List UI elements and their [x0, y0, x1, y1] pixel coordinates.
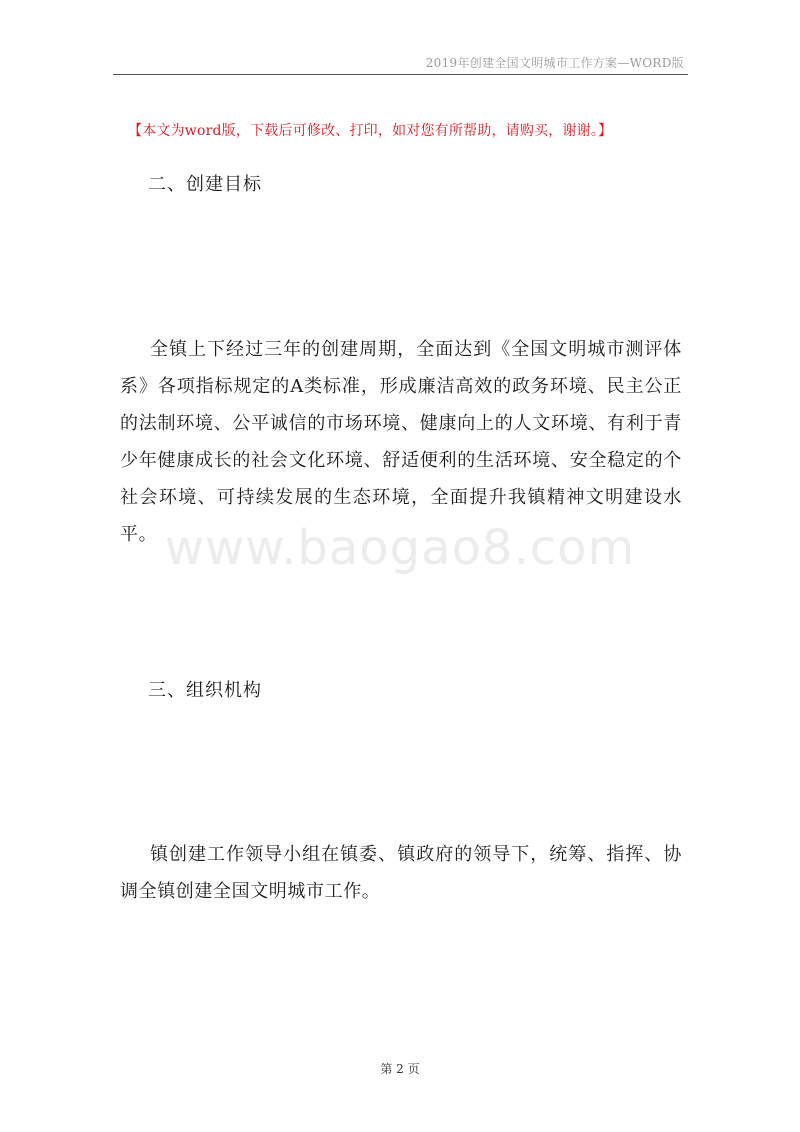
paragraph-text: 全镇上下经过三年的创建周期，全面达到《全国文明城市测评体系》各项指标规定的A类标准，形成廉洁高效的政务环境、民主公正的法制环境、公平诚信的市场环境、健康向上的人文环境、有利于青少年健康成长的社会文化环境、舒适便利的生活环境、安全稳定的个社会环境、可持续发展的生态环境，全面提升我镇精神文明建设水平。	[120, 339, 682, 545]
page-number: 第 2 页	[380, 1062, 420, 1076]
purchase-notice: 【本文为word版，下载后可修改、打印，如对您有所帮助，请购买，谢谢。】	[128, 123, 613, 139]
paragraph-text: 镇创建工作领导小组在镇委、镇政府的领导下，统筹、指挥、协调全镇创建全国文明城市工作。	[120, 844, 682, 902]
header-divider	[113, 74, 688, 75]
section-paragraph-organization	[120, 836, 682, 910]
watermark: www.baogao8.com	[164, 520, 636, 576]
running-header: 2019年创建全国文明城市工作方案—WORD版	[425, 56, 684, 70]
section-heading-goals: 二、创建目标	[148, 174, 262, 195]
section-heading-organization: 三、组织机构	[148, 680, 262, 701]
